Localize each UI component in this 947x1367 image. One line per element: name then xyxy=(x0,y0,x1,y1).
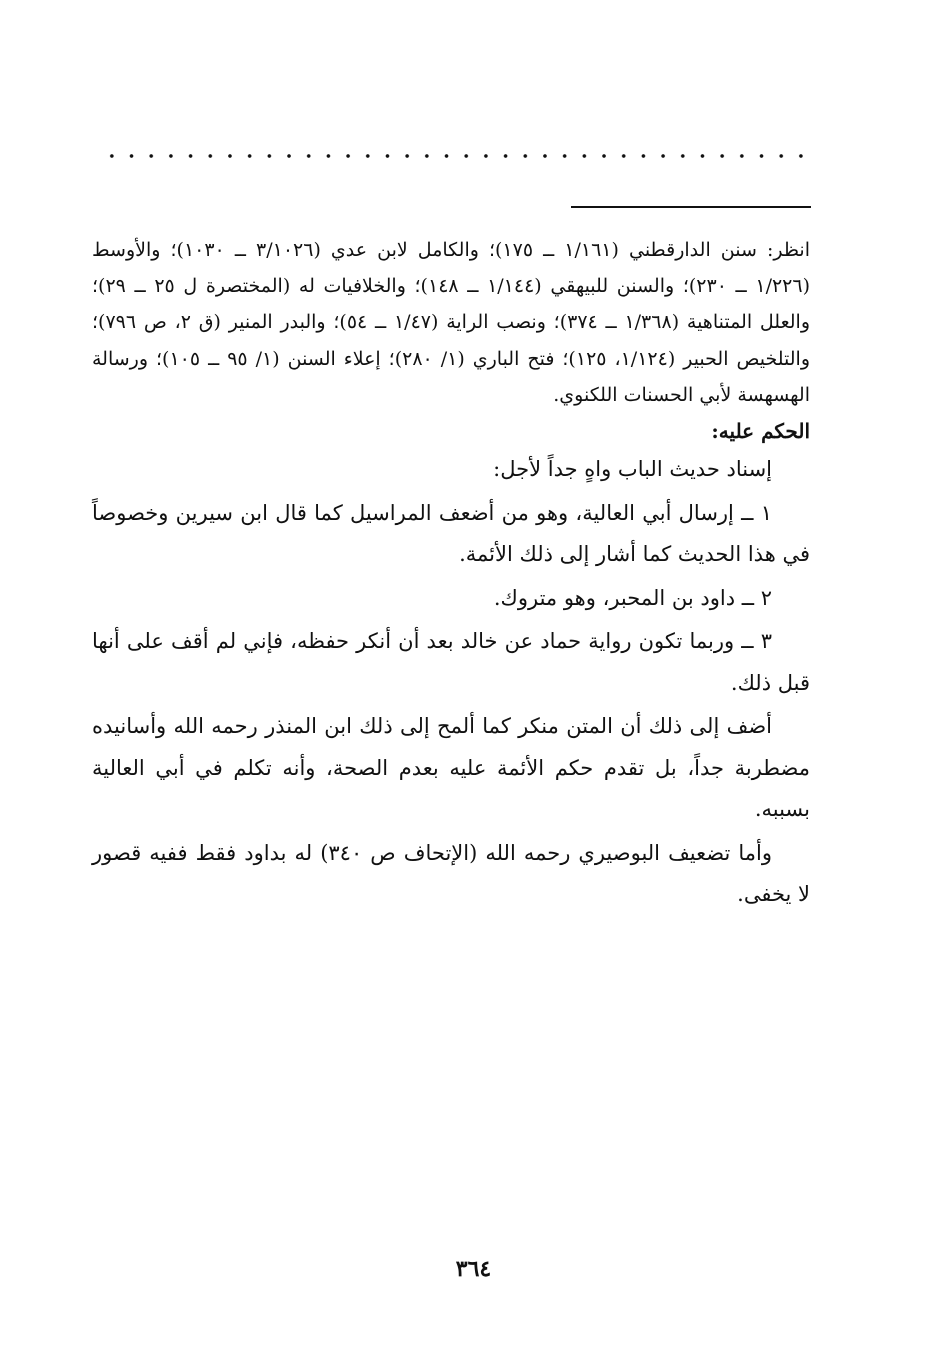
references-paragraph: انظر: سنن الدارقطني (١/١٦١ ــ ١٧٥)؛ والكامل لابن عدي (٣/١٠٢٦ ــ ١٠٣٠)؛ والأوسط (١/٢٢٦ ــ ٢٣٠)؛ والسنن للبيهقي (١/١٤٤ ــ ١٤٨)؛ والخلافيات له (المختصرة ل ٢٥ ــ ٢٩)؛ والعلل المتناهية (١/٣٦٨ ــ ٣٧٤)؛ ونصب الراية (١/٤٧ ــ ٥٤)؛ والبدر المنير (ق ٢، ص ٧٩٦)؛ والتلخيص الحبير (١/١٢٤، ١٢٥)؛ فتح الباري (١/ ٢٨٠)؛ إعلاء السنن (١/ ٩٥ ــ ١٠٥)؛ ورسالة الهسهسة لأبي الحسنات اللكنوي. xyxy=(92,239,811,406)
dotted-separator xyxy=(102,150,810,162)
ruling-heading: الحكم عليه: xyxy=(711,419,810,444)
reason-item-1: ١ ــ إرسال أبي العالية، وهو من أضعف المراسيل كما قال ابن سيرين وخصوصاً في هذا الحديث كما أشار إلى ذلك الأئمة. xyxy=(92,500,810,567)
ruling-intro: إسناد حديث الباب واهٍ جداً لأجل: xyxy=(493,457,772,482)
footnote-rule xyxy=(571,206,811,208)
reason-item-3: ٣ ــ وربما تكون رواية حماد عن خالد بعد أن أنكر حفظه، فإني لم أقف على أنها قبل ذلك. xyxy=(92,629,810,695)
reason-item-2: ٢ ــ داود بن المحبر، وهو متروك. xyxy=(493,585,772,610)
page-number: ٣٦٤ xyxy=(455,1256,492,1282)
page-body xyxy=(92,232,810,918)
addition-paragraph: أضف إلى ذلك أن المتن منكر كما ألمح إلى ذلك ابن المنذر رحمه الله وأسانيده مضطربة جداً، بل تقدم حكم الأئمة عليه بعدم الصحة، وأنه تكلم في أبي العالية بسببه. xyxy=(92,714,810,822)
busiri-paragraph: وأما تضعيف البوصيري رحمه الله (الإتحاف ص ٣٤٠) له بداود فقط ففيه قصور لا يخفى. xyxy=(92,840,810,907)
